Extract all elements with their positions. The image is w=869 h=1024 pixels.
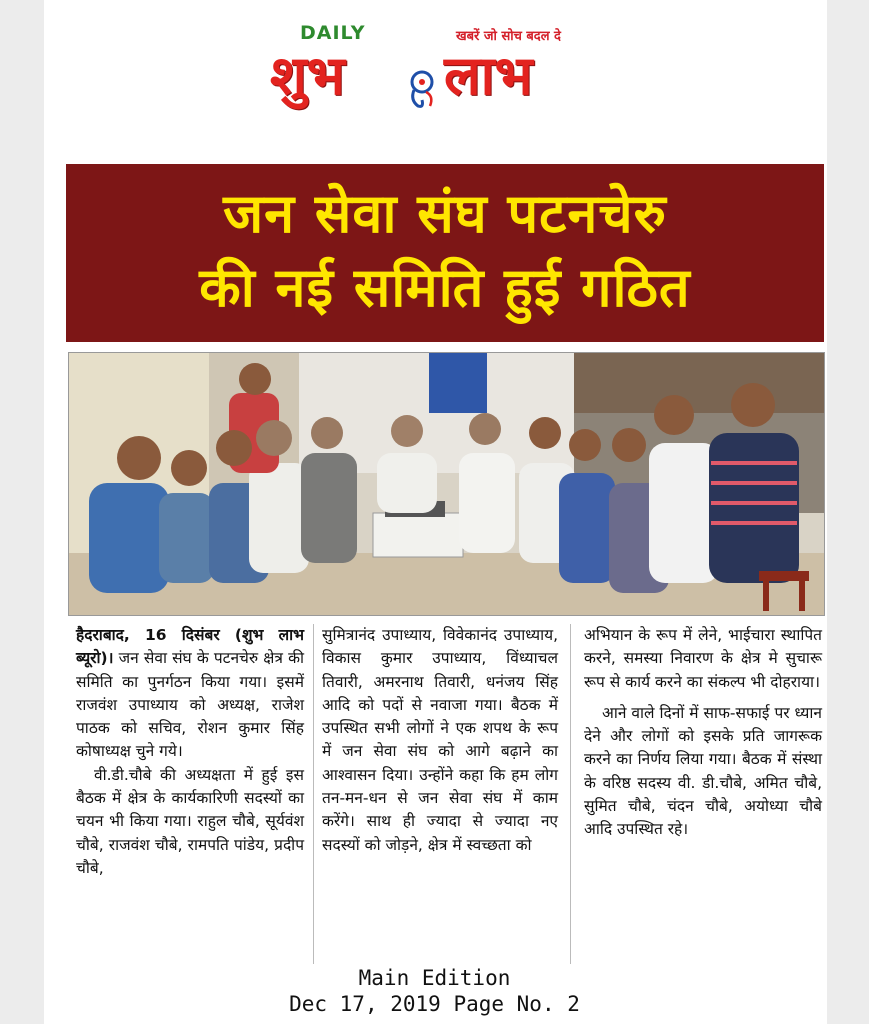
article-paragraph: आने वाले दिनों में साफ-सफाई पर ध्यान देने और लोगों को इसके प्रति जागरूक करने का निर्णय लिया गया। बैठक में संस्था के वरिष्ठ सदस्य वी. डी.चौबे, अमित चौबे, सुमित चौबे, चंदन चौबे, अयोध्या चौबे आदि उपस्थित रहे। <box>584 703 822 839</box>
masthead-name-right: लाभ <box>444 43 533 107</box>
headline-line-2: की नई समिति हुई गठित <box>199 256 691 319</box>
article-paragraph <box>76 624 304 764</box>
masthead-daily: DAILY <box>300 22 366 44</box>
masthead-tagline: खबरें जो सोच बदल दे <box>456 29 561 44</box>
article-paragraph: अभियान के रूप में लेने, भाईचारा स्थापित करने, समस्या निवारण के क्षेत्र मे सुचारू रूप से कार्य करने का संकल्प भी दोहराया। <box>584 626 822 691</box>
article-column-1 <box>76 624 304 880</box>
dateline: हैदराबाद, 16 दिसंबर (शुभ लाभ ब्यूरो)। <box>76 626 304 668</box>
article-paragraph: सुमित्रानंद उपाध्याय, विवेकानंद उपाध्याय, विकास कुमार उपाध्याय, विंध्याचल तिवारी, अमरनाथ तिवारी, धनंजय सिंह आदि को पदों से नवाजा गया। बैठक में उपस्थित सभी लोगों ने एक शपथ के रूप में जन सेवा संघ को आगे बढ़ाने का आश्वासन दिया। उन्होंने कहा कि हम लोग तन-मन-धन से जन सेवा संघ में काम करेंगे। साथ ही ज्यादा से ज्यादा नए सदस्यों को जोड़ने, क्षेत्र में स्वच्छता को <box>322 626 558 854</box>
masthead <box>266 16 606 126</box>
headline-line-1: जन सेवा संघ पटनचेरु <box>223 182 667 245</box>
column-divider <box>570 624 571 964</box>
edition-label: Main Edition <box>358 966 511 990</box>
paragraph-text: जन सेवा संघ के पटनचेरु क्षेत्र की समिति का पुनर्गठन किया गया। इसमें राजवंश उपाध्याय को अध्यक्ष, राजेश पाठक को सचिव, रोशन कुमार सिंह कोषाध्यक्ष चुने गये। <box>76 649 304 761</box>
masthead-name-left: शुभ <box>270 43 345 107</box>
meeting-photo <box>69 353 824 615</box>
column-divider <box>313 624 314 964</box>
date-page-label: Dec 17, 2019 Page No. 2 <box>289 992 580 1016</box>
article-column-3 <box>584 624 822 842</box>
article-column-2 <box>322 624 558 857</box>
news-photo <box>68 352 825 616</box>
ganesha-icon <box>402 66 442 110</box>
headline-banner <box>66 164 824 342</box>
article-paragraph: वी.डी.चौबे की अध्यक्षता में हुई इस बैठक में क्षेत्र के कार्यकारिणी सदस्यों का चयन भी किया गया। राहुल चौबे, सूर्यवंश चौबे, राजवंश चौबे, रामपति पांडेय, प्रदीप चौबे, <box>76 765 304 877</box>
